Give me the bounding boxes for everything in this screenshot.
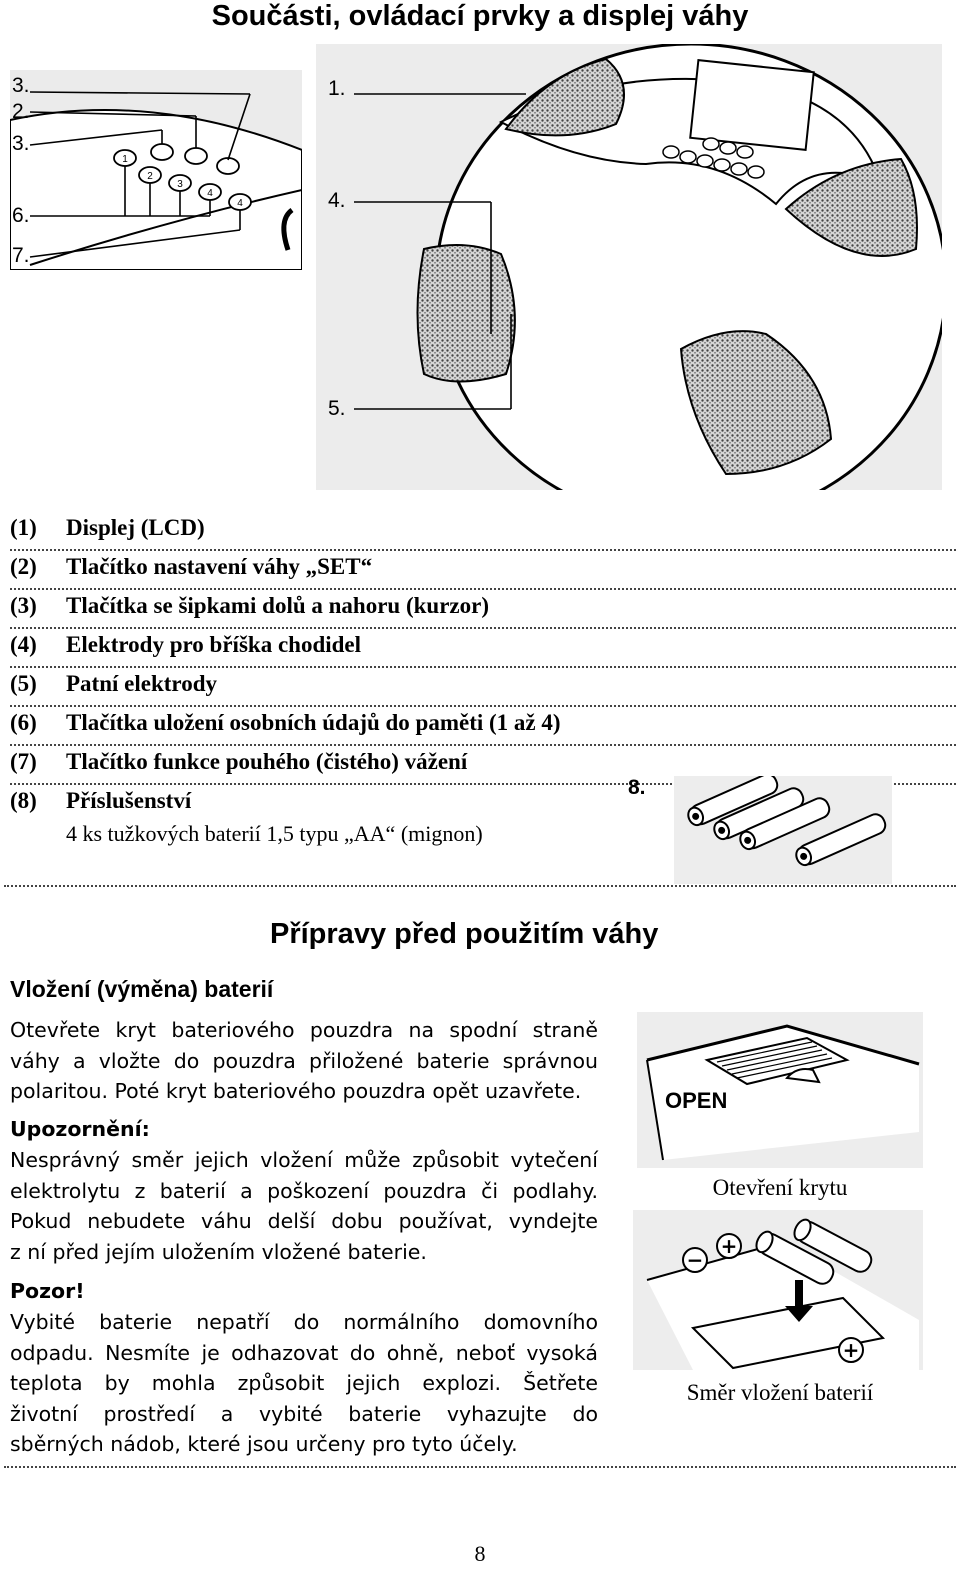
- list-item: (7) Tlačítko funkce pouhého (čistého) vážení: [10, 746, 956, 785]
- list-item: (2) Tlačítko nastavení váhy „SET“: [10, 551, 956, 590]
- batteries-figure: [674, 776, 892, 884]
- page-title: Součásti, ovládací prvky a displej váhy: [211, 0, 749, 32]
- plus-symbol: +: [842, 1338, 860, 1362]
- callout-label: 3.: [12, 74, 30, 97]
- open-cover-figure: [637, 1012, 923, 1168]
- callout-label: 1.: [328, 77, 346, 100]
- warning-label: Upozornění:: [10, 1117, 150, 1141]
- button-label: 1: [122, 154, 128, 165]
- callout-label: 2.: [12, 100, 30, 123]
- figure-caption: Otevření krytu: [712, 1175, 848, 1200]
- list-item: (1) Displej (LCD): [10, 512, 956, 551]
- minus-symbol: −: [686, 1248, 704, 1272]
- button-panel-drawing: [10, 70, 302, 270]
- section-divider: [4, 1466, 956, 1468]
- caution-paragraph: Vybité baterie nepatří do normálního domovního odpadu. Nesmíte je odhazovat do ohně, neboť vysoká teplota by mohla způsobit jejich explozi. Šetřete životní prostředí a vybité baterie vyhazujte do sběrných nádob, které jsou určeny pro tyto účely.: [10, 1310, 598, 1457]
- button-label: 3: [177, 179, 183, 190]
- list-item: (8) Příslušenství 4 ks tužkových baterií 1,5 typu „AA“ (mignon): [10, 785, 956, 875]
- callout-label: 5.: [328, 397, 346, 420]
- instruction-paragraph: Otevřete kryt bateriového pouzdra na spodní straně váhy a vložte do pouzdra přiložené baterie správnou polaritou. Poté kryt bateriového pouzdra opět uzavřete.: [10, 1018, 598, 1104]
- button-label: 4: [207, 188, 213, 199]
- scale-drawing: [316, 44, 942, 490]
- section-subtitle: Vložení (výměna) baterií: [10, 976, 274, 1002]
- open-label: OPEN: [665, 1088, 728, 1113]
- scale-figure: [316, 44, 942, 490]
- callout-label: 6.: [12, 204, 30, 227]
- figure-caption: Směr vložení baterií: [686, 1380, 874, 1405]
- button-label: 4: [237, 198, 243, 209]
- callout-label: 8.: [628, 776, 646, 799]
- plus-symbol: +: [720, 1234, 738, 1258]
- list-item: (3) Tlačítka se šipkami dolů a nahoru (kurzor): [10, 590, 956, 629]
- batteries-drawing: [674, 776, 892, 884]
- insert-batteries-drawing: [633, 1210, 923, 1370]
- page-number: 8: [474, 1541, 486, 1566]
- warning-paragraph: Nesprávný směr jejich vložení může způsobit vytečení elektrolytu z baterií a poškození pouzdra či podlahy. Pokud nebudete váhu delší dobu používat, vyndejte z ní před jejím uložením vložené baterie.: [10, 1148, 598, 1264]
- callout-label: 7.: [12, 244, 30, 267]
- button-label: 2: [147, 171, 153, 182]
- accessory-description: 4 ks tužkových baterií 1,5 typu „AA“ (mignon): [66, 821, 483, 846]
- open-cover-drawing: [637, 1012, 923, 1168]
- section-divider: [4, 885, 956, 887]
- list-item: (4) Elektrody pro bříška chodidel: [10, 629, 956, 668]
- section-title: Přípravy před použitím váhy: [270, 918, 659, 950]
- caution-label: Pozor!: [10, 1279, 85, 1303]
- callout-label: 4.: [328, 189, 346, 212]
- button-panel-detail-figure: [10, 70, 302, 270]
- callout-label: 3.: [12, 132, 30, 155]
- list-item: (5) Patní elektrody: [10, 668, 956, 707]
- insert-batteries-figure: [633, 1210, 923, 1370]
- list-item: (6) Tlačítka uložení osobních údajů do paměti (1 až 4): [10, 707, 956, 746]
